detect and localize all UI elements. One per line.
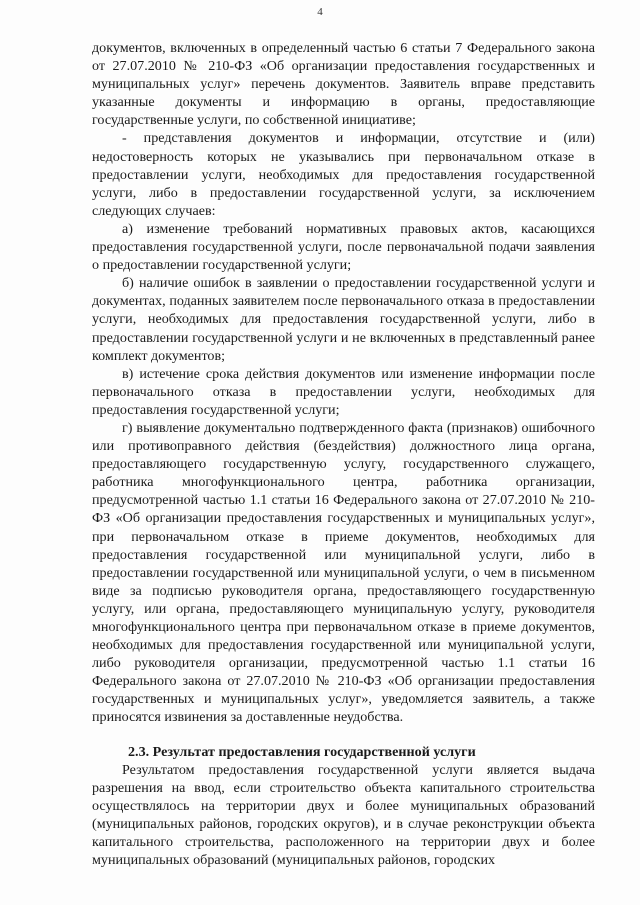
paragraph-item-a: а) изменение требований нормативных правовых актов, касающихся предоставления государственной услуги, после первоначальной подачи заявления о предоставлении государственной услуги;	[92, 220, 595, 274]
paragraph-item-g: г) выявление документально подтвержденного факта (признаков) ошибочного или противоправного действия (бездействия) должностного лица органа, предоставляющего государственную услугу, государственного служащего, работника многофункционального центра, работника организации, предусмотренной частью 1.1 статьи 16 Федерального закона от 27.07.2010 № 210-ФЗ «Об организации предоставления государственных и муниципальных услуг», при первоначальном отказе в приеме документов, необходимых для предоставления государственной или муниципальной услуги, либо в предоставлении государственной или муниципальной услуги, о чем в письменном виде за подписью руководителя органа, предоставляющего государственную услугу, или органа, предоставляющего муниципальную услугу, руководителя многофункционального центра при первоначальном отказе в приеме документов, необходимых для предоставления государственной или муниципальной услуги, либо руководителя организации, предусмотренной частью 1.1 статьи 16 Федерального закона от 27.07.2010 № 210-ФЗ «Об организации предоставления государственных и муниципальных услуг», уведомляется заявитель, а также приносятся извинения за доставленные неудобства.	[92, 419, 595, 726]
section-body: Результатом предоставления государственной услуги является выдача разрешения на ввод, если строительство объекта капитального строительства осуществлялось на территории двух и более муниципальных образований (муниципальных районов, городских округов), и в случае реконструкции объекта капитального строительства, расположенного на территории двух и более муниципальных образований (муниципальных районов, городских	[92, 761, 595, 869]
paragraph-continuation: документов, включенных в определенный частью 6 статьи 7 Федерального закона от 27.07.2010 № 210-ФЗ «Об организации предоставления государственных и муниципальных услуг» перечень документов. Заявитель вправе представить указанные документы и информацию в органы, предоставляющие государственные услуги, по собственной инициативе;	[92, 40, 595, 129]
page-number: 4	[317, 6, 323, 18]
document-body	[92, 39, 595, 869]
paragraph-dash-item: - представления документов и информации, отсутствие и (или) недостоверность которых не указывались при первоначальном отказе в предоставлении услуги, необходимых для предоставления государственной услуги, либо в предоставлении государственной услуги, за исключением следующих случаев:	[92, 130, 595, 219]
paragraph-item-b: б) наличие ошибок в заявлении о предоставлении государственной услуги и документах, поданных заявителем после первоначального отказа в предоставлении услуги, необходимых для предоставления государственной услуги, либо в предоставлении государственной услуги и не включенных в представленный ранее комплект документов;	[92, 275, 595, 364]
section-heading: 2.3. Результат предоставления государственной услуги	[128, 743, 476, 760]
paragraph-item-v: в) истечение срока действия документов или изменение информации после первоначального отказа в предоставлении услуги, необходимых для предоставления государственной услуги;	[92, 365, 595, 418]
